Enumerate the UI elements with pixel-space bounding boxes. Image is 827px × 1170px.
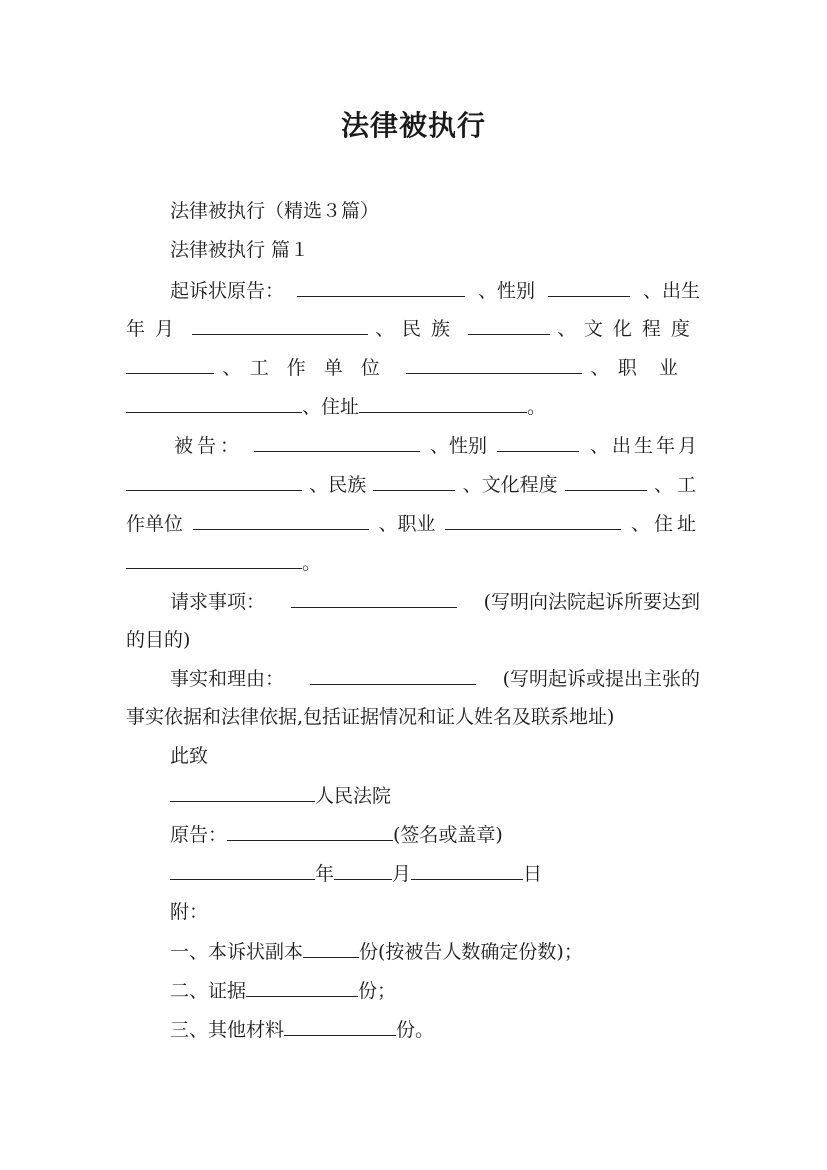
separator: 、	[590, 357, 610, 379]
defendant-addr-label: 、住址	[630, 513, 700, 535]
attachment-item-2	[170, 978, 396, 1004]
attachments-heading: 附：	[170, 901, 209, 923]
plaintiff-job-label: 职业	[617, 357, 700, 379]
plaintiff-edu-label: 文化程度	[583, 318, 700, 340]
attachment-item-3-blank	[284, 1017, 396, 1036]
plaintiff-addr-blank	[359, 394, 527, 413]
plaintiff-line-2	[126, 316, 700, 342]
defendant-line-4	[126, 550, 321, 576]
period: 。	[302, 552, 322, 574]
plaintiff-job-blank	[126, 394, 302, 413]
attachment-item-2-note: 份；	[358, 980, 397, 1002]
attachment-item-1	[170, 939, 583, 965]
claims-label: 请求事项：	[170, 591, 266, 613]
plaintiff-line-1	[170, 278, 700, 304]
plaintiff-birth-ym-label: 年月	[126, 318, 185, 340]
claims-note-cont: 的目的)	[126, 629, 191, 651]
facts-note: (写明起诉或提出主张的	[502, 668, 700, 690]
period: 。	[527, 396, 547, 418]
attachment-item-2-label: 二、证据	[170, 980, 247, 1002]
plaintiff-line-3	[126, 355, 700, 381]
plaintiff-work-label: 工作单位	[249, 357, 398, 379]
defendant-edu-blank	[565, 472, 647, 491]
plaintiff-work-blank	[406, 355, 582, 374]
month-blank	[334, 861, 392, 880]
signer-blank	[227, 822, 393, 841]
plaintiff-nation-label: 民族	[401, 318, 460, 340]
defendant-work-label: 、工	[653, 474, 700, 496]
facts-note-cont: 事实依据和法律依据,包括证据情况和证人姓名及联系地址)	[126, 706, 615, 728]
defendant-label: 被告：	[174, 435, 244, 457]
section-heading: 法律被执行 篇１	[170, 239, 310, 261]
plaintiff-gender-label: 、性别	[477, 280, 535, 302]
attachment-item-3-label: 三、其他材料	[170, 1019, 285, 1041]
claims-line-1	[170, 589, 700, 615]
defendant-edu-label: 、文化程度	[462, 474, 558, 496]
attachment-item-1-blank	[303, 939, 359, 958]
defendant-nation-label: 、民族	[309, 474, 367, 496]
court-line	[170, 783, 391, 809]
year-label: 年	[315, 863, 335, 885]
subtitle: 法律被执行（精选３篇）	[170, 200, 380, 222]
date-line	[170, 861, 542, 887]
attachment-item-1-label: 一、本诉状副本	[170, 941, 304, 963]
defendant-nation-blank	[373, 472, 455, 491]
plaintiff-gender-blank	[548, 278, 630, 297]
plaintiff-edu-blank	[126, 355, 214, 374]
defendant-gender-label: 、性别	[429, 435, 487, 457]
attachment-item-2-blank	[246, 978, 358, 997]
signer-note: (签名或盖章)	[393, 824, 503, 846]
attachment-item-1-note: 份(按被告人数确定份数)；	[359, 941, 583, 963]
attachment-item-3	[170, 1017, 434, 1043]
facts-line-1	[170, 666, 700, 692]
day-label: 日	[523, 863, 543, 885]
separator: 、	[375, 318, 395, 340]
plaintiff-label: 起诉状原告：	[170, 280, 285, 302]
defendant-name-blank	[254, 433, 420, 452]
month-label: 月	[392, 863, 412, 885]
facts-blank	[310, 666, 476, 685]
closing-text: 此致	[170, 745, 209, 767]
attachment-item-3-note: 份。	[396, 1019, 435, 1041]
defendant-line-2	[126, 472, 700, 498]
defendant-birth-blank	[126, 472, 302, 491]
defendant-work-label-rest: 作单位	[126, 513, 184, 535]
plaintiff-nation-blank	[468, 316, 550, 335]
plaintiff-line-4	[126, 394, 546, 420]
plaintiff-birth-label: 、出生	[642, 280, 700, 302]
signer-line	[170, 822, 503, 848]
defendant-addr-blank	[126, 550, 302, 569]
plaintiff-birth-blank	[192, 316, 368, 335]
defendant-line-1	[174, 433, 700, 459]
document-title: 法律被执行	[340, 109, 486, 142]
defendant-line-3	[126, 511, 700, 537]
year-blank	[170, 861, 315, 880]
claims-blank	[291, 589, 457, 608]
defendant-job-blank	[445, 511, 621, 530]
court-blank	[170, 783, 315, 802]
day-blank	[411, 861, 523, 880]
defendant-work-blank	[193, 511, 369, 530]
defendant-gender-blank	[497, 433, 579, 452]
separator: 、	[222, 357, 242, 379]
plaintiff-addr-label: 、住址	[302, 396, 360, 418]
defendant-birth-label: 、出生年月	[589, 435, 700, 457]
claims-note: (写明向法院起诉所要达到	[483, 591, 700, 613]
facts-label: 事实和理由：	[170, 668, 285, 690]
court-label: 人民法院	[315, 785, 392, 807]
defendant-job-label: 、职业	[378, 513, 436, 535]
plaintiff-name-blank	[297, 278, 465, 297]
separator: 、	[557, 318, 577, 340]
signer-label: 原告：	[170, 824, 228, 846]
